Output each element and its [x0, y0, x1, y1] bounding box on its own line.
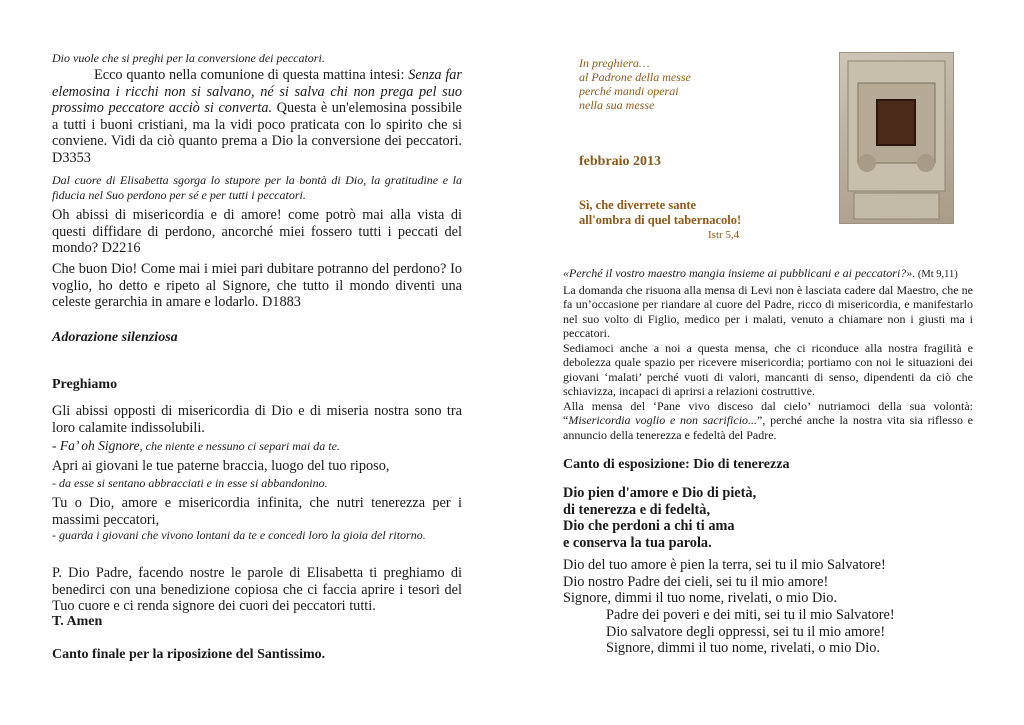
- prayer-2: Apri ai giovani le tue paterne braccia, luogo del tuo riposo,: [52, 458, 390, 474]
- prayer-4: P. Dio Padre, facendo nostre le parole di Elisabetta ti preghiamo di benedirci con una benedizione copiosa che ci faccia aprire i tesori del Tuo cuore e ci renda signore dei cuori dei peccatori tutti.: [52, 565, 462, 614]
- paragraph-2: Oh abissi di misericordia e di amore! come potrò mai alla vista di questi diffidare di perdono, ancorché miei fossero tutti i peccati del mondo? D2216: [52, 207, 462, 256]
- poem-line: nella sua messe: [579, 98, 655, 112]
- commentary-p1: La domanda che risuona alla mensa di Levi non è lasciata cadere dal Maestro, che ne fa un’occasione per riandare al cuore del Padre, ricco di misericordia, e manifestarlo nel suo volto di Figlio, medico per i malati, venuto a chiamare non i giusti ma i peccatori.: [563, 282, 973, 340]
- quote: Sì, che diverrete sante all'ombra di quel tabernacolo!: [579, 198, 742, 227]
- intro-caption: Dio vuole che si preghi per la conversione dei peccatori.: [52, 51, 325, 65]
- commentary: [563, 266, 973, 442]
- poem-line: In preghiera…: [579, 56, 650, 70]
- adoration-heading: Adorazione silenziosa: [52, 330, 178, 345]
- preghiamo-heading: Preghiamo: [52, 377, 118, 392]
- final-song: Canto finale per la riposizione del Santissimo.: [52, 647, 326, 662]
- right-page: [563, 0, 973, 725]
- commentary-p3: Alla mensa del ‘Pane vivo disceso dal cielo’ nutriamoci della sua volontà: “Misericordia voglio e non sacrificio...”, perché anche la nostra vita sia riflesso e annuncio della tenerezza e fedeltà del Padre.: [563, 398, 973, 442]
- prayer-1-response: - Fa’ oh Signore, che niente e nessuno ci separi mai da te.: [52, 438, 340, 453]
- month-title: febbraio 2013: [579, 154, 662, 169]
- prayer-2-response: - da esse si sentano abbracciati e in esse si abbandonino.: [52, 476, 328, 490]
- prayer-3-response: - guarda i giovani che vivono lontani da te e concedi loro la gioia del ritorno.: [52, 528, 426, 542]
- poem-line: al Padrone della messe: [579, 70, 691, 84]
- poem-line: perché mandi operai: [579, 84, 679, 98]
- prayer-1: Gli abissi opposti di misericordia di Dio e di miseria nostra sono tra loro calamite indissolubili.: [52, 403, 462, 436]
- poem: [579, 56, 691, 112]
- commentary-p2: Sediamoci anche a noi a questa mensa, che ci riconduce alla nostra fragilità e debolezza quale spazio per ricevere misericordia; portiamo con noi le situazioni dei giovani ‘malati’ perché vuoti di valori, mancanti di senso, dipendenti da ciò che schiavizza, incapaci di aprirsi a relazioni costruttive.: [563, 340, 973, 398]
- quote-ref: Istr 5,4: [708, 229, 740, 241]
- tabernacle-photo-graphic: [840, 53, 953, 223]
- prayer-3: Tu o Dio, amore e misericordia infinita, che nutri tenerezza per i massimi peccatori,: [52, 495, 462, 528]
- caption-2: Dal cuore di Elisabetta sgorga lo stupore per la bontà di Dio, la gratitudine e la fiducia nel Suo perdono per sé e per tutti i peccatori.: [52, 173, 462, 202]
- paragraph-3: Che buon Dio! Come mai i miei pari dubitare potranno del perdono? Io voglio, ho detto e ripeto al Signore, che tutto il mondo diventi una celeste gerarchia in amare e lodarlo. D1883: [52, 261, 462, 310]
- paragraph-1: Ecco quanto nella comunione di questa mattina intesi: Senza far elemosina i ricchi non si salvano, né si salva chi non prega pel suo prossimo peccatore acciò si converta. Questa è un'elemosina possibile a tutti i buoni cristiani, ma la vidi poco praticata con lo spirito che si conviene. Vidi da ciò quanto prema a Dio la conversione dei peccatori. D3353: [52, 67, 463, 166]
- gospel-line: «Perché il vostro maestro mangia insieme ai pubblicani e ai peccatori?». (Mt 9,11): [563, 266, 958, 280]
- tabernacle-photo: [839, 52, 954, 224]
- verse-1: Dio del tuo amore è pien la terra, sei tu il mio Salvatore! Dio nostro Padre dei cieli, sei tu il mio amore! Signore, dimmi il tuo nome, rivelati, o mio Dio.: [563, 557, 886, 606]
- refrain: Dio pien d'amore e Dio di pietà, di tenerezza e di fedeltà, Dio che perdoni a chi ti ama e conserva la tua parola.: [563, 485, 757, 551]
- verse-2: Padre dei poveri e dei miti, sei tu il mio Salvatore! Dio salvatore degli oppressi, sei tu il mio amore! Signore, dimmi il tuo nome, rivelati, o mio Dio.: [606, 607, 895, 656]
- left-page: [52, 0, 462, 725]
- amen: T. Amen: [52, 614, 103, 629]
- canto-title: Canto di esposizione: Dio di tenerezza: [563, 457, 790, 472]
